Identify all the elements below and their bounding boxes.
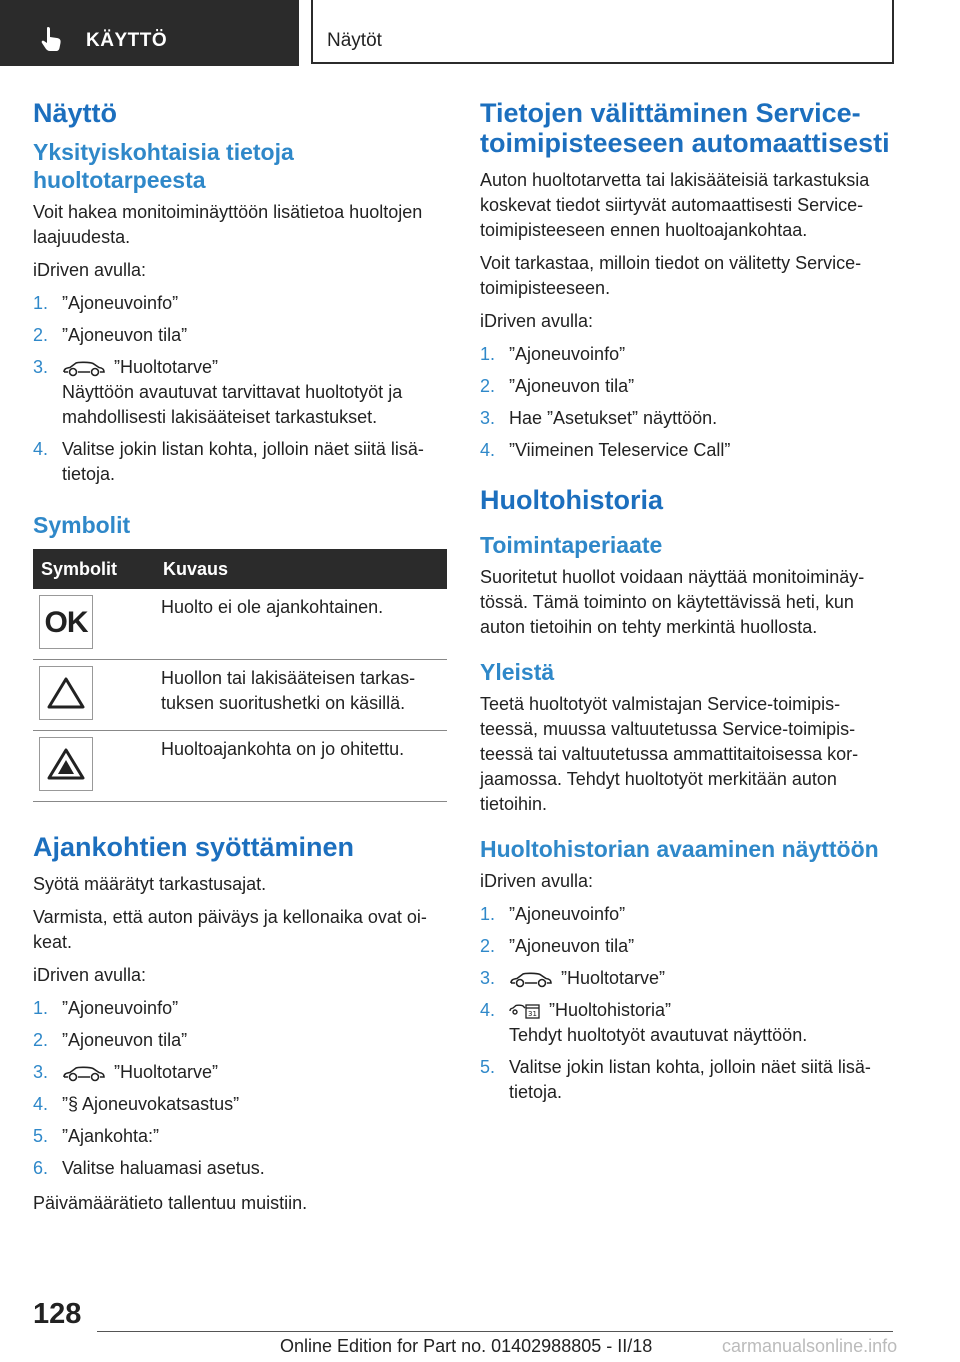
paragraph: Päivämäärätieto tallentuu muistiin. bbox=[33, 1193, 308, 1213]
subheading-service-details: Yksityiskohtaisia tietoja huoltotarpeesta bbox=[33, 139, 294, 193]
heading-naytto: Näyttö bbox=[33, 98, 118, 128]
paragraph: Suoritetut huollot voidaan näyttää monitoiminäy-tössä. Tämä toiminto on käytettävissä heti, kun auton tietoihin on tehty merkintä huollosta. bbox=[480, 567, 865, 637]
paragraph: Auton huoltotarvetta tai lakisääteisiä tarkastuksia koskevat tiedot siirtyvät automaattisesti Service-toimipisteeseen ennen huoltoajankohtaa. bbox=[480, 170, 870, 240]
warning-triangle-icon bbox=[39, 666, 93, 720]
list-item: 1. ”Ajoneuvoinfo” bbox=[480, 344, 626, 364]
car-service-icon bbox=[62, 1064, 106, 1082]
car-service-icon bbox=[62, 359, 106, 377]
paragraph: Syötä määrätyt tarkastusajat. bbox=[33, 874, 267, 894]
table-cell: Huoltoajankohta on jo ohitettu. bbox=[155, 731, 447, 802]
chapter-title: Näytöt bbox=[327, 30, 382, 51]
list-item: 2. ”Ajoneuvon tila” bbox=[480, 376, 635, 396]
list-item: 5. Valitse jokin listan kohta, jolloin näet siitä lisä-tietoja. bbox=[480, 1057, 871, 1102]
list-item: 2. ”Ajoneuvon tila” bbox=[33, 1030, 188, 1050]
heading-data-transfer: Tietojen välittäminen Service-toimipisteeseen automaattisesti bbox=[480, 98, 890, 158]
paragraph: iDriven avulla: bbox=[33, 965, 147, 985]
footer-divider bbox=[97, 1331, 893, 1332]
subheading-general: Yleistä bbox=[480, 659, 555, 685]
paragraph: Teetä huoltotyöt valmistajan Service-toimipis-teessä, muussa valtuutetussa Service-toimipis-teessä tai valtuutetussa ammattitaitoisessa kor-jaamossa. Tehdyt huoltotyöt merkitään auton tietoihin. bbox=[480, 694, 859, 814]
paragraph: Voit hakea monitoiminäyttöön lisätietoa huoltojen laajuudesta. bbox=[33, 202, 423, 247]
list-item: 6. Valitse haluamasi asetus. bbox=[33, 1158, 265, 1178]
watermark: carmanualsonline.info bbox=[722, 1336, 898, 1356]
table-cell: Huolto ei ole ajankohtainen. bbox=[155, 589, 447, 660]
paragraph: Varmista, että auton päiväys ja kellonaika ovat oi-keat. bbox=[33, 907, 427, 952]
table-row bbox=[33, 589, 447, 660]
symbols-table bbox=[33, 549, 447, 802]
table-header-row bbox=[33, 549, 447, 589]
table-row bbox=[33, 660, 447, 731]
column-header-description: Kuvaus bbox=[155, 549, 447, 589]
list-item: 4. Valitse jokin listan kohta, jolloin näet siitä lisä-tietoja. bbox=[33, 439, 424, 484]
heading-enter-dates: Ajankohtien syöttäminen bbox=[33, 832, 355, 862]
paragraph: iDriven avulla: bbox=[480, 311, 594, 331]
list-item: 1. ”Ajoneuvoinfo” bbox=[480, 904, 626, 924]
list-item: 1. ”Ajoneuvoinfo” bbox=[33, 293, 179, 313]
list-item: 2. ”Ajoneuvon tila” bbox=[480, 936, 635, 956]
list-item: 5. ”Ajankohta:” bbox=[33, 1126, 160, 1146]
svg-text:31: 31 bbox=[528, 1010, 537, 1019]
subheading-principle: Toimintaperiaate bbox=[480, 532, 663, 558]
left-column bbox=[33, 98, 449, 1224]
car-service-icon bbox=[509, 970, 553, 988]
list-item: 4. ”§ Ajoneuvokatsastus” bbox=[33, 1094, 240, 1114]
list-item: 3. Hae ”Asetukset” näyttöön. bbox=[480, 408, 718, 428]
section-tab bbox=[0, 0, 299, 66]
page-number: 128 bbox=[33, 1298, 82, 1330]
edition-text: Online Edition for Part no. 01402988805 - II/18 bbox=[280, 1336, 653, 1356]
paragraph: iDriven avulla: bbox=[480, 871, 594, 891]
overdue-triangle-icon bbox=[39, 737, 93, 791]
subheading-open-history: Huoltohistorian avaaminen näyttöön bbox=[480, 836, 879, 862]
list-item: 3. ”Huoltotarve” bbox=[33, 1062, 219, 1082]
paragraph: Voit tarkastaa, milloin tiedot on välitetty Service-toimipisteeseen. bbox=[480, 253, 862, 298]
heading-service-history: Huoltohistoria bbox=[480, 485, 663, 515]
list-item: 2. ”Ajoneuvon tila” bbox=[33, 325, 188, 345]
table-cell: Huollon tai lakisääteisen tarkas-tuksen suoritushetki on käsillä. bbox=[155, 660, 447, 731]
service-history-icon bbox=[509, 1002, 541, 1020]
paragraph: iDriven avulla: bbox=[33, 260, 147, 280]
list-item: 3. ”Huoltotarve” bbox=[480, 968, 666, 988]
section-title: KÄYTTÖ bbox=[86, 30, 168, 51]
list-item: 1. ”Ajoneuvoinfo” bbox=[33, 998, 179, 1018]
steps-list bbox=[33, 291, 449, 487]
column-header-symbols: Symbolit bbox=[33, 549, 155, 589]
subheading-symbols: Symbolit bbox=[33, 512, 131, 538]
list-item: 3. ”Huoltotarve” Näyttöön avautuvat tarvittavat huoltotyöt ja mahdollisesti lakisääteiset tarkastukset. bbox=[33, 357, 403, 427]
steps-list bbox=[480, 342, 896, 463]
pointing-hand-icon bbox=[40, 26, 64, 52]
table-row bbox=[33, 731, 447, 802]
list-item: 4. 31 ”Huoltohistoria” Tehdyt huoltotyöt avautuvat näyttöön. bbox=[480, 1000, 808, 1045]
ok-icon: OK bbox=[39, 595, 93, 649]
right-column bbox=[480, 98, 896, 1115]
list-item: 4. ”Viimeinen Teleservice Call” bbox=[480, 440, 731, 460]
steps-list bbox=[480, 902, 896, 1105]
chapter-tab bbox=[311, 0, 894, 64]
steps-list bbox=[33, 996, 449, 1181]
